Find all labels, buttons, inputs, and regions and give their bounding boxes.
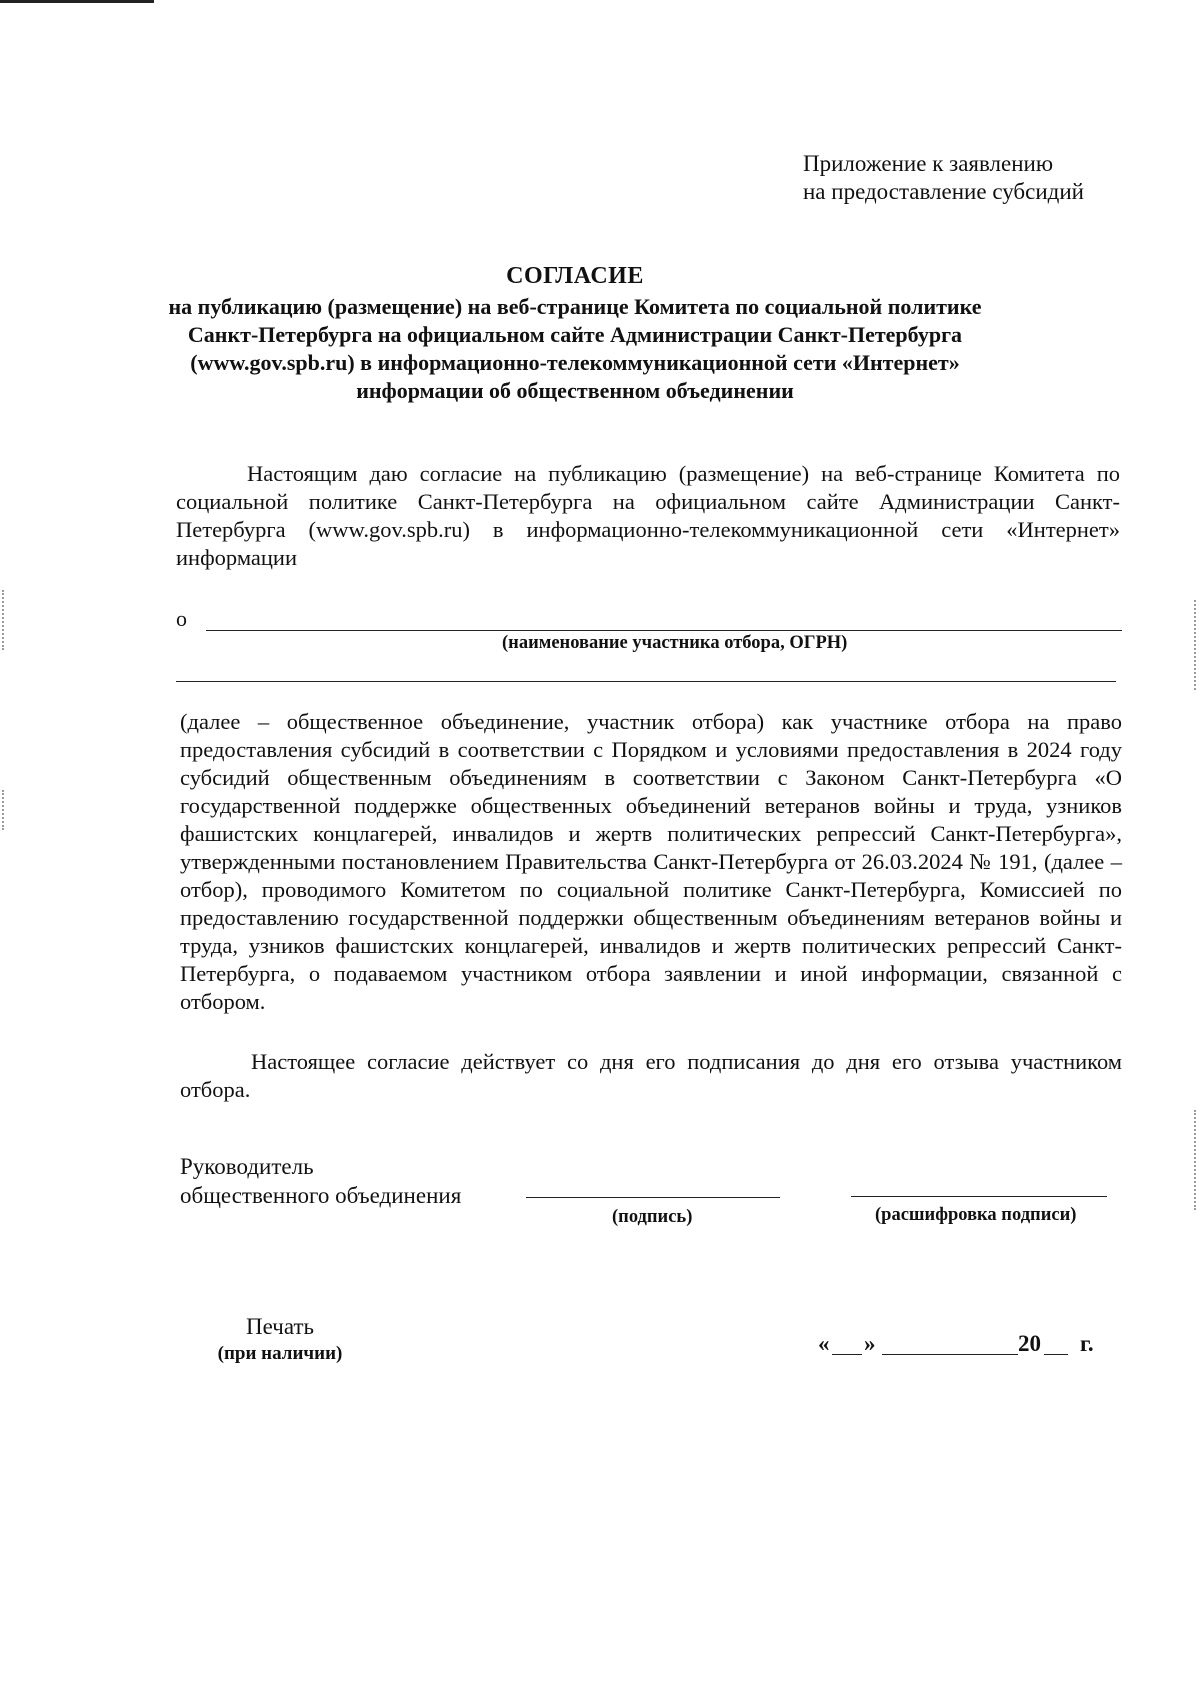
consent-paragraph: Настоящим даю согласие на публикацию (размещение) на веб-странице Комитета по социальной политике Санкт-Петербурга на официальном сайте Администрации Санкт-Петербурга (www.gov.spb.ru) в информационно-телекоммуникационной сети «Интернет» информации [176, 461, 1120, 570]
scan-edge-noise-left-lower [2, 790, 6, 830]
signature-caption: (подпись) [612, 1207, 693, 1227]
appendix-note [803, 150, 1084, 206]
title-subtitle [150, 293, 1000, 405]
appendix-line-1: Приложение к заявлению [803, 151, 1054, 176]
decode-caption: (расшифровка подписи) [875, 1205, 1077, 1225]
title-main: СОГЛАСИЕ [506, 263, 644, 289]
date-year-prefix: 20 [1018, 1331, 1041, 1356]
title-line-4: информации об общественном объединении [356, 378, 794, 403]
title-line-1: на публикацию (размещение) на веб-странице Комитета по социальной политике [168, 294, 982, 319]
date-month-field[interactable] [882, 1354, 1018, 1355]
participant-name-underline [206, 630, 1122, 631]
scan-edge-mark [0, 0, 154, 3]
about-prefix: о [176, 606, 187, 631]
scan-edge-noise-right-lower [1194, 1110, 1198, 1210]
date-close-quote: » [864, 1331, 876, 1356]
scan-edge-noise-left [2, 590, 6, 650]
title-line-3: (www.gov.spb.ru) в информационно-телекоммуникационной сети «Интернет» [190, 350, 960, 375]
validity-paragraph: Настоящее согласие действует со дня его подписания до дня его отзыва участником отбора. [180, 1049, 1122, 1102]
signatory-line-1: Руководитель [180, 1154, 314, 1179]
signatory-line-2: общественного объединения [180, 1183, 462, 1208]
date-year-suffix: г. [1080, 1331, 1094, 1356]
participant-caption: (наименование участника отбора, ОГРН) [502, 633, 848, 653]
stamp-note: (при наличии) [217, 1343, 343, 1364]
date-open-quote: « [818, 1331, 830, 1356]
document-title [150, 262, 1000, 405]
signatory-label [180, 1152, 461, 1210]
date-year-field[interactable] [1044, 1354, 1068, 1355]
signature-decode-field[interactable] [851, 1196, 1107, 1197]
date-field [818, 1330, 1108, 1360]
stamp-title: Печать [246, 1314, 314, 1339]
title-line-2: Санкт-Петербурга на официальном сайте Администрации Санкт-Петербурга [187, 322, 963, 347]
body-paragraph: (далее – общественное объединение, участник отбора) как участнике отбора на право предоставления субсидий в соответствии с Порядком и условиями предоставления в 2024 году субсидий общественным объединениям в соответствии с Законом Санкт-Петербурга «О государственной поддержке общественных объединений ветеранов войны и труда, узников фашистских концлагерей, инвалидов и жертв политических репрессий Санкт-Петербурга», утвержденными постановлением Правительства Санкт-Петербурга от 26.03.2024 № 191, (далее – отбор), проводимого Комитетом по социальной политике Санкт-Петербурга, Комиссией по предоставлению государственной поддержки общественным объединениям ветеранов войны и труда, узников фашистских концлагерей, инвалидов и жертв политических репрессий Санкт-Петербурга, о подаваемом участником отбора заявлении и иной информации, связанной с отбором. [180, 709, 1122, 1014]
scan-edge-noise-right [1194, 600, 1198, 690]
participant-name-second-line[interactable] [176, 681, 1116, 682]
signature-field[interactable] [526, 1197, 780, 1198]
date-day-field[interactable] [832, 1354, 862, 1355]
stamp-block [200, 1313, 360, 1367]
appendix-line-2: на предоставление субсидий [803, 179, 1084, 204]
